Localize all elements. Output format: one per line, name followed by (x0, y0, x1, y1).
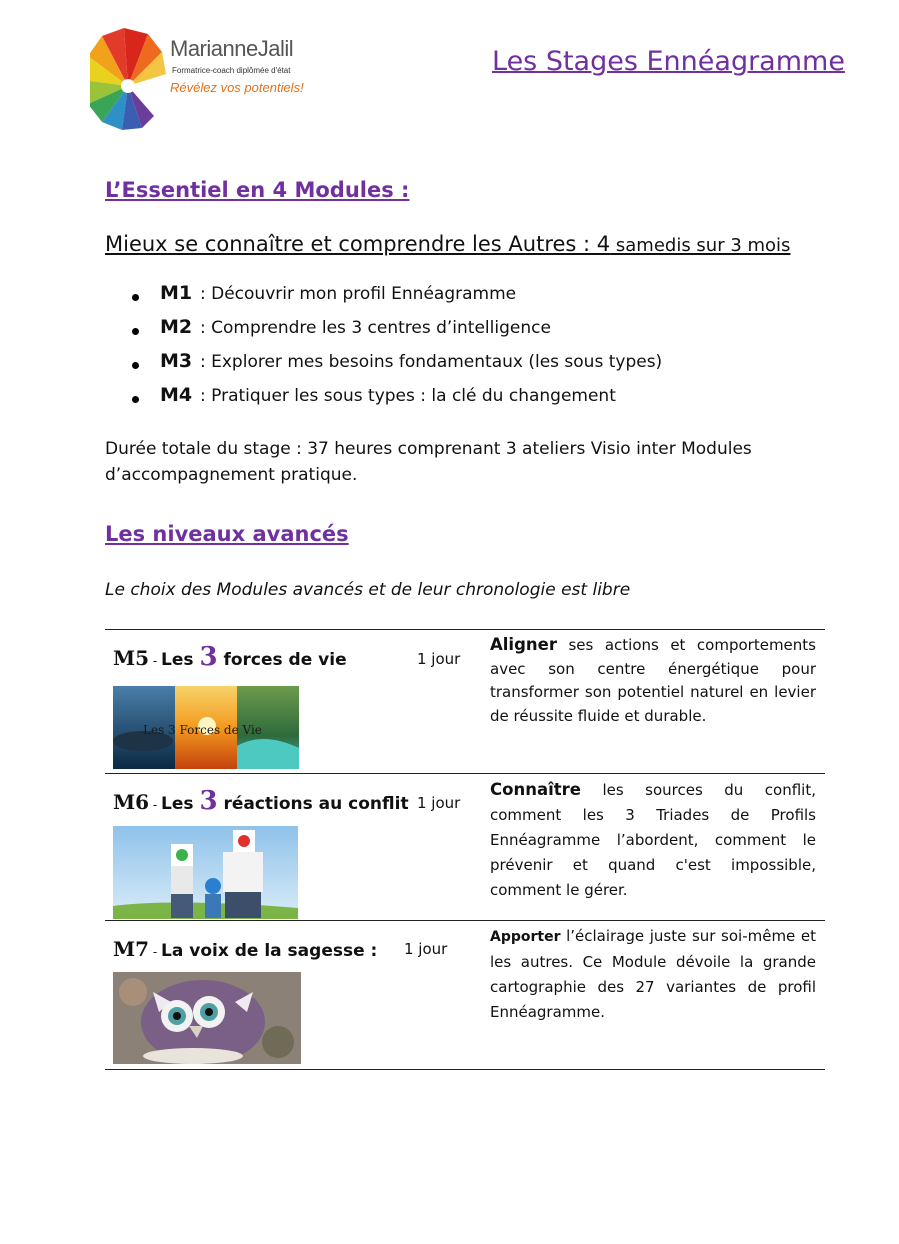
image-forces-de-vie (113, 686, 299, 769)
module-desc: : Explorer mes besoins fondamentaux (les sous types) (200, 352, 663, 372)
module-code: M4 (160, 384, 193, 406)
module-desc: : Découvrir mon profil Ennéagramme (200, 284, 517, 304)
module-description: Aligner ses actions et comportements avec son centre énergétique pour transformer son potentiel naturel en levier de réussite fluide et durable. (490, 635, 816, 725)
essentiel-subtitle (105, 232, 790, 256)
total-duration: Durée totale du stage : 37 heures comprenant 3 ateliers Visio inter Modules d’accompagnement pratique. (105, 439, 752, 485)
module-desc: : Comprendre les 3 centres d’intelligence (200, 318, 551, 338)
table-divider (105, 920, 825, 921)
module-code: M6 (113, 790, 150, 814)
table-divider (105, 1069, 825, 1070)
image-conflit-family (113, 826, 298, 919)
module-desc: : Pratiquer les sous types : la clé du changement (200, 386, 616, 406)
module-duration: 1 jour (417, 650, 461, 668)
section-avances-title: Les niveaux avancés (105, 522, 349, 546)
module-duration: 1 jour (417, 794, 461, 812)
module-description: Connaître les sources du conflit, comment les 3 Triades de Profils Ennéagramme l’abordent, comment le prévenir et quand c'est impossible, comment le gérer. (490, 780, 816, 899)
image-owl-stone (113, 972, 301, 1064)
module-code: M2 (160, 316, 193, 338)
module-code: M1 (160, 282, 193, 304)
module-duration: 1 jour (404, 940, 448, 958)
module-code: M3 (160, 350, 193, 372)
module-description: Apporter l’éclairage juste sur soi-même et les autres. Ce Module dévoile la grande cartographie des 27 variantes de profil Ennéagramme. (490, 927, 816, 1021)
table-divider (105, 773, 825, 774)
section-essentiel-title: L’Essentiel en 4 Modules : (105, 178, 410, 202)
document-title: Les Stages Ennéagramme (492, 46, 845, 77)
avances-note: Le choix des Modules avancés et de leur chronologie est libre (105, 580, 631, 600)
module-code: M5 (113, 646, 150, 670)
module-code: M7 (113, 937, 150, 961)
image-caption: Les 3 Forces de Vie (143, 723, 262, 737)
essentiel-subtitle-main: Mieux se connaître et comprendre les Autres : 4 (105, 232, 611, 256)
brand-name: MarianneJalil (170, 36, 294, 61)
module-title-m5: M5 - Les 3 forces de vie (113, 642, 347, 672)
essentiel-subtitle-small: samedis sur 3 mois (610, 235, 791, 256)
module-title-m6: M6 - Les 3 réactions au conflit (113, 786, 409, 816)
brand-tagline: Révélez vos potentiels! (170, 80, 304, 95)
module-title-m7: M7 - La voix de la sagesse : (113, 937, 378, 961)
table-divider (105, 629, 825, 630)
brand-subtitle: Formatrice-coach diplômée d'état (172, 66, 291, 75)
